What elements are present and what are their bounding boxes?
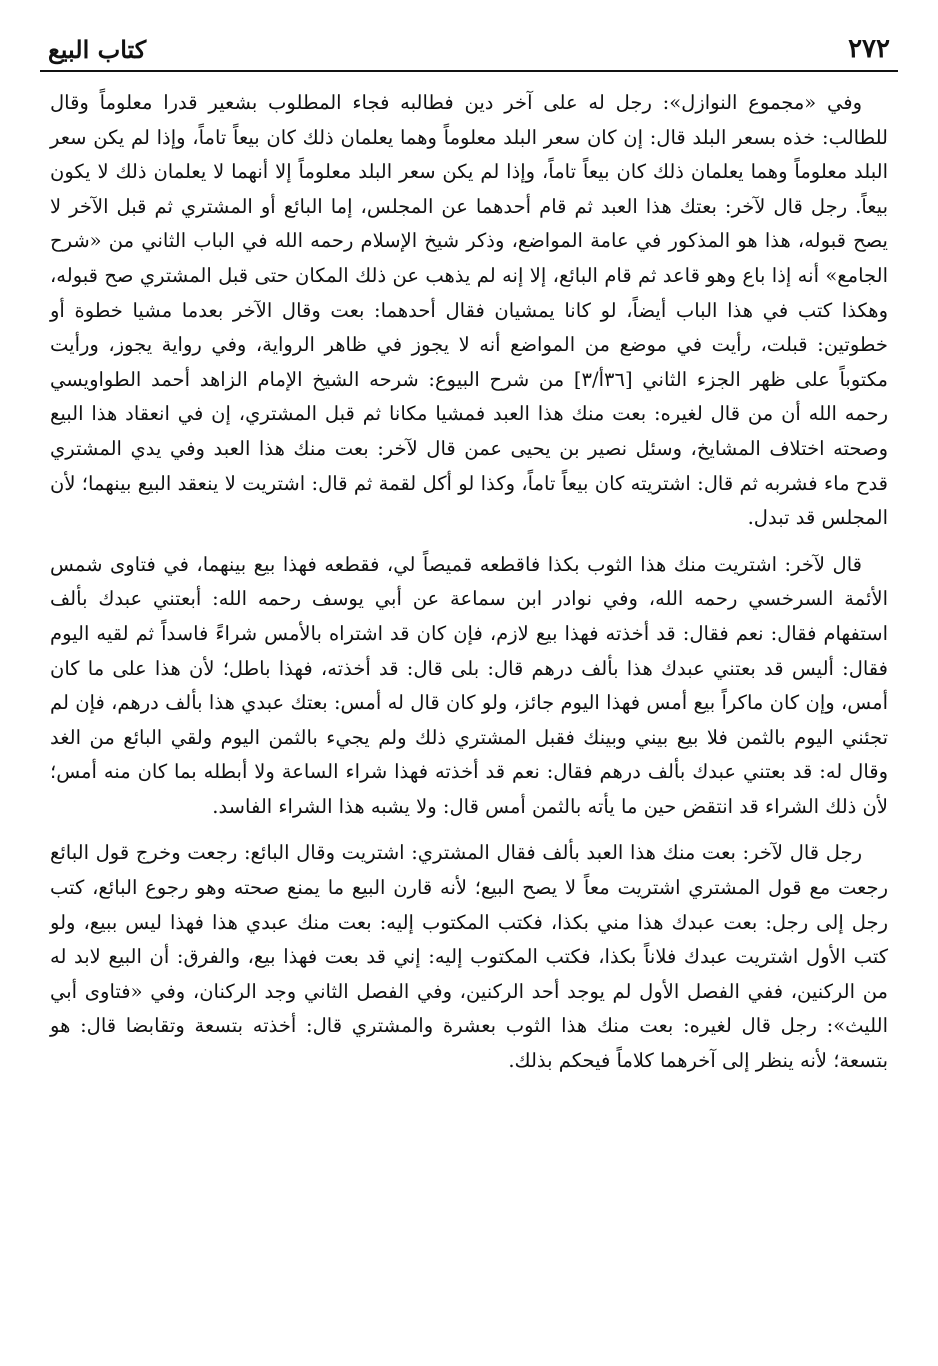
paragraph-2-text: قال لآخر: اشتريت منك هذا الثوب بكذا فاقطعه قميصاً لي، فقطعه فهذا بيع بينهما، في فتاوى شمس الأئمة السرخسي رحمه الله، وفي نوادر ابن سماعة عن أبي يوسف رحمه الله: أبعتني عبدك بألف استفهام فقال: نعم فقال: قد أخذته فهذا بيع لازم، فإن كان قد اشتراه بالأمس شراءً فاسداً ثم لقيه اليوم فقال: أليس قد بعتني عبدك هذا بألف درهم قال: بلى قال: قد أخذته، فهذا باطل؛ لأن هذا على ما كان أمس، وإن كان ماكراً بيع أمس فهذا اليوم جائز، ولو كان قال له أمس: بعتك عبدي هذا بألف درهم، فإن لم تجئني اليوم بالثمن فلا بيع بيني وبينك فقبل المشتري ذلك ولم يجيء بالثمن اليوم ولقي البائع من الغد وقال له: قد بعتني عبدك بألف درهم فقال: نعم قد أخذته فهذا شراء الساعة ولا أبطله بما كان منه أمس؛ لأن ذلك الشراء قد انتقض حين ما يأته بالثمن أمس قال: ولا يشبه هذا الشراء الفاسد. [50, 552, 888, 818]
page-header [40, 28, 898, 72]
page-number: ٢٧٢ [848, 34, 890, 64]
paragraph-2 [50, 548, 888, 825]
paragraph-1-text: وفي «مجموع النوازل»: رجل له على آخر دين فطالبه فجاء المطلوب بشعير قدرا معلوماً وقال للطالب: خذه بسعر البلد قال: إن كان سعر البلد معلوماً وهما يعلمان ذلك كان بيعاً تاماً، وإذا لم يكن سعر البلد معلوماً وهما يعلمان ذلك كان بيعاً تاماً، وإذا لم يكن سعر البلد معلوماً إلا أنهما لا يعلمان ذلك لا يكون بيعاً. رجل قال لآخر: بعتك هذا العبد ثم قام أحدهما عن المجلس، إما البائع أو المشتري ثم قبل الآخر لا يصح قبوله، هذا هو المذكور في عامة المواضع، وذكر شيخ الإسلام رحمه الله في الباب الثاني من «شرح الجامع» أنه إذا باع وهو قاعد ثم قام البائع، إلا إنه لم يذهب عن ذلك المكان حتى قبل المشتري صح قبوله، وهكذا كتب في هذا الباب أيضاً، لو كانا يمشيان فقال أحدهما: بعت وقال الآخر بعدما مشيا خطوة أو خطوتين: قبلت، رأيت في موضع من المواضع أنه لا يجوز في ظاهر الرواية، وفي رواية يجوز، ورأيت مكتوباً على ظهر الجزء الثاني [٣٦أ/٣] من شرح البيوع: شرحه الشيخ الإمام الزاهد أحمد الطواويسي رحمه الله أن من قال لغيره: بعت منك هذا العبد فمشيا مكانا ثم قبل المشتري، إن في انعقاد هذا البيع وصحته اختلاف المشايخ، وسئل نصير بن يحيى عمن قال لآخر: بعت منك هذا العبد وفي يدي المشتري قدح ماء فشربه ثم قال: اشتريته كان بيعاً تاماً، وكذا لو أكل لقمة ثم قال: اشتريت لا ينعقد البيع بينهما؛ لأن المجلس قد تبدل. [50, 91, 889, 530]
paragraph-3-text: رجل قال لآخر: بعت منك هذا العبد بألف فقال المشتري: اشتريت وقال البائع: رجعت وخرج قول البائع رجعت مع قول المشتري اشتريت معاً لا يصح البيع؛ لأنه قارن البيع ما يمنع صحته وهو رجوع البائع، كتب رجل إلى رجل: بعت عبدك هذا مني بكذا، فكتب المكتوب إليه: بعت منك عبدي هذا فهذا ليس ببيع، ولو كتب الأول اشتريت عبدك فلاناً بكذا، فكتب المكتوب إليه: إني قد بعت فهذا بيع، والفرق: أن البيع لابد له من الركنين، ففي الفصل الأول لم يوجد أحد الركنين، وفي الفصل الثاني وجد الركنان، وفي «فتاوى أبي الليث»: رجل قال لغيره: بعت منك هذا الثوب بعشرة والمشتري قال: أخذته بتسعة وتقابضا قال: هو بتسعة؛ لأنه ينظر إلى آخرهما كلاماً فيحكم بذلك. [50, 841, 888, 1073]
paragraph-1 [50, 86, 888, 536]
page-body [50, 86, 888, 1079]
paragraph-3 [50, 836, 888, 1078]
book-title: كتاب البيع [48, 34, 147, 64]
